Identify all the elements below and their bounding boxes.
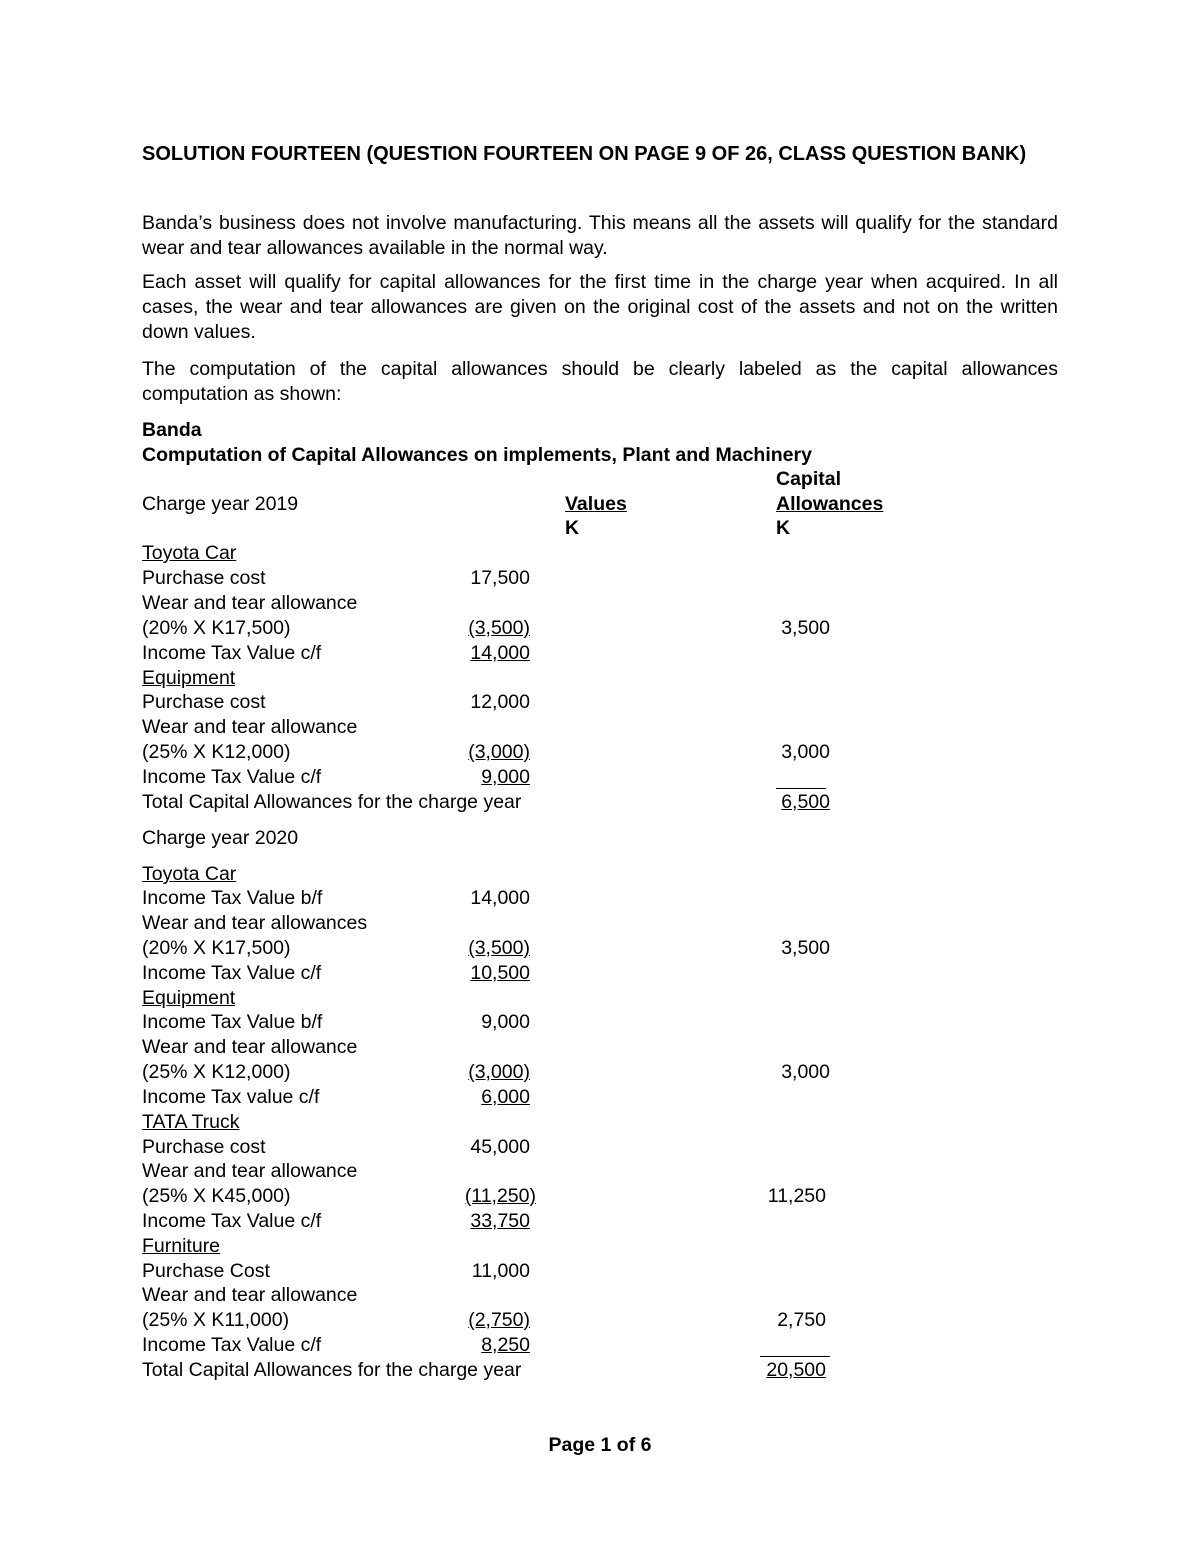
table-row xyxy=(142,666,1042,691)
charge-year-2020-label: Charge year 2020 xyxy=(142,827,299,849)
value-cell: (3,000) xyxy=(468,1061,530,1083)
allowance-cell: 3,500 xyxy=(781,617,830,639)
row-label: (25% X K45,000) xyxy=(142,1185,291,1207)
header-row-currency xyxy=(142,516,1042,541)
table-row xyxy=(142,936,1042,961)
total-value-2020: 20,500 xyxy=(766,1359,826,1381)
table-row xyxy=(142,1159,1042,1184)
table-row xyxy=(142,1308,1042,1333)
value-cell: 10,500 xyxy=(470,962,530,984)
row-label: Wear and tear allowance xyxy=(142,1036,358,1058)
allowances-header: Allowances xyxy=(776,493,884,515)
asset-toyota-2020: Toyota Car xyxy=(142,863,237,885)
row-label: Wear and tear allowance xyxy=(142,1160,358,1182)
asset-equipment-2019: Equipment xyxy=(142,667,236,689)
table-row xyxy=(142,1283,1042,1308)
value-cell: (3,500) xyxy=(468,617,530,639)
header-row-capital xyxy=(142,467,1042,492)
row-label: Purchase cost xyxy=(142,691,266,713)
page-number: Page 1 of 6 xyxy=(548,1434,652,1456)
row-label: Income Tax Value b/f xyxy=(142,1011,323,1033)
computation-title: Computation of Capital Allowances on implements, Plant and Machinery xyxy=(142,444,812,466)
row-label: Wear and tear allowance xyxy=(142,716,358,738)
table-row xyxy=(142,1010,1042,1035)
value-cell: 14,000 xyxy=(470,887,530,909)
total-row-2019 xyxy=(142,790,1042,815)
row-label: Income Tax Value c/f xyxy=(142,1210,322,1232)
value-cell: 33,750 xyxy=(470,1210,530,1232)
table-row xyxy=(142,862,1042,887)
table-row xyxy=(142,1234,1042,1259)
paragraph-first-time: Each asset will qualify for capital allowances for the first time in the charge year when acquired. In all cases, the wear and tear allowances are given on the original cost of the assets and not on the written down values. xyxy=(142,271,1058,343)
table-row xyxy=(142,1184,1042,1209)
subtotal-rule xyxy=(776,788,826,789)
table-row xyxy=(142,1085,1042,1110)
row-label: Wear and tear allowance xyxy=(142,592,358,614)
table-row xyxy=(142,986,1042,1011)
value-cell: (3,000) xyxy=(468,741,530,763)
row-label: Purchase cost xyxy=(142,1136,266,1158)
value-cell: 11,000 xyxy=(471,1260,530,1282)
row-label: (25% X K12,000) xyxy=(142,741,291,763)
allowance-cell: 2,750 xyxy=(777,1309,826,1331)
charge-year-2019-label: Charge year 2019 xyxy=(142,493,299,515)
allowance-cell: 3,500 xyxy=(781,937,830,959)
row-label: Income Tax value c/f xyxy=(142,1086,320,1108)
row-label: (25% X K12,000) xyxy=(142,1061,291,1083)
row-label: Purchase cost xyxy=(142,567,266,589)
row-label: Income Tax Value c/f xyxy=(142,962,322,984)
value-cell: 12,000 xyxy=(470,691,530,713)
value-cell: 9,000 xyxy=(481,766,530,788)
table-row xyxy=(142,1259,1042,1284)
row-label: Income Tax Value c/f xyxy=(142,642,322,664)
table-row xyxy=(142,765,1042,790)
paragraph-labeling: The computation of the capital allowances should be clearly labeled as the capital allowances computation as shown: xyxy=(142,358,1058,405)
total-value-2019: 6,500 xyxy=(781,791,830,813)
allowance-cell: 3,000 xyxy=(781,1061,830,1083)
value-cell: 17,500 xyxy=(470,567,530,589)
values-header: Values xyxy=(565,493,627,515)
row-label: (20% X K17,500) xyxy=(142,617,291,639)
row-label: Income Tax Value c/f xyxy=(142,1334,322,1356)
solution-heading: SOLUTION FOURTEEN (QUESTION FOURTEEN ON PAGE 9 OF 26, CLASS QUESTION BANK) xyxy=(142,143,1027,165)
row-label: Wear and tear allowances xyxy=(142,912,368,934)
row-label: Income Tax Value c/f xyxy=(142,766,322,788)
allowance-cell: 3,000 xyxy=(781,741,830,763)
table-row xyxy=(142,740,1042,765)
value-cell: 45,000 xyxy=(470,1136,530,1158)
paragraph-manufacturing: Banda’s business does not involve manufacturing. This means all the assets will qualify for the standard wear and tear allowances available in the normal way. xyxy=(142,212,1058,259)
asset-furniture-2020: Furniture xyxy=(142,1235,221,1257)
capital-header-top: Capital xyxy=(776,468,842,490)
row-label: Income Tax Value b/f xyxy=(142,887,323,909)
table-row xyxy=(142,690,1042,715)
table-row xyxy=(142,1209,1042,1234)
value-cell: (2,750) xyxy=(468,1309,530,1331)
table-row xyxy=(142,715,1042,740)
table-row xyxy=(142,541,1042,566)
entity-name: Banda xyxy=(142,419,202,441)
table-row xyxy=(142,1333,1042,1358)
table-row xyxy=(142,1035,1042,1060)
row-label: (20% X K17,500) xyxy=(142,937,291,959)
table-row xyxy=(142,566,1042,591)
allowance-cell: 11,250 xyxy=(767,1185,826,1207)
row-label: Wear and tear allowance xyxy=(142,1284,358,1306)
row-label: (25% X K11,000) xyxy=(142,1309,290,1331)
table-row xyxy=(142,591,1042,616)
allowances-currency: K xyxy=(776,517,791,539)
year-2020-row xyxy=(142,826,1042,851)
header-row-year-2019 xyxy=(142,492,1042,517)
total-label-2019: Total Capital Allowances for the charge year xyxy=(142,791,522,813)
table-row xyxy=(142,616,1042,641)
value-cell: (11,250) xyxy=(464,1185,536,1207)
table-row xyxy=(142,911,1042,936)
table-row xyxy=(142,641,1042,666)
value-cell: (3,500) xyxy=(468,937,530,959)
total-row-2020 xyxy=(142,1358,1042,1383)
table-row xyxy=(142,1110,1042,1135)
total-label-2020: Total Capital Allowances for the charge year xyxy=(142,1359,522,1381)
value-cell: 6,000 xyxy=(481,1086,530,1108)
asset-equipment-2020: Equipment xyxy=(142,987,236,1009)
value-cell: 9,000 xyxy=(481,1011,530,1033)
values-currency: K xyxy=(565,517,580,539)
value-cell: 14,000 xyxy=(470,642,530,664)
table-row xyxy=(142,886,1042,911)
table-row xyxy=(142,961,1042,986)
asset-truck-2020: TATA Truck xyxy=(142,1111,240,1133)
table-row xyxy=(142,1135,1042,1160)
table-row xyxy=(142,1060,1042,1085)
subtotal-rule xyxy=(760,1356,830,1357)
value-cell: 8,250 xyxy=(481,1334,530,1356)
asset-toyota-2019: Toyota Car xyxy=(142,542,237,564)
row-label: Purchase Cost xyxy=(142,1260,270,1282)
